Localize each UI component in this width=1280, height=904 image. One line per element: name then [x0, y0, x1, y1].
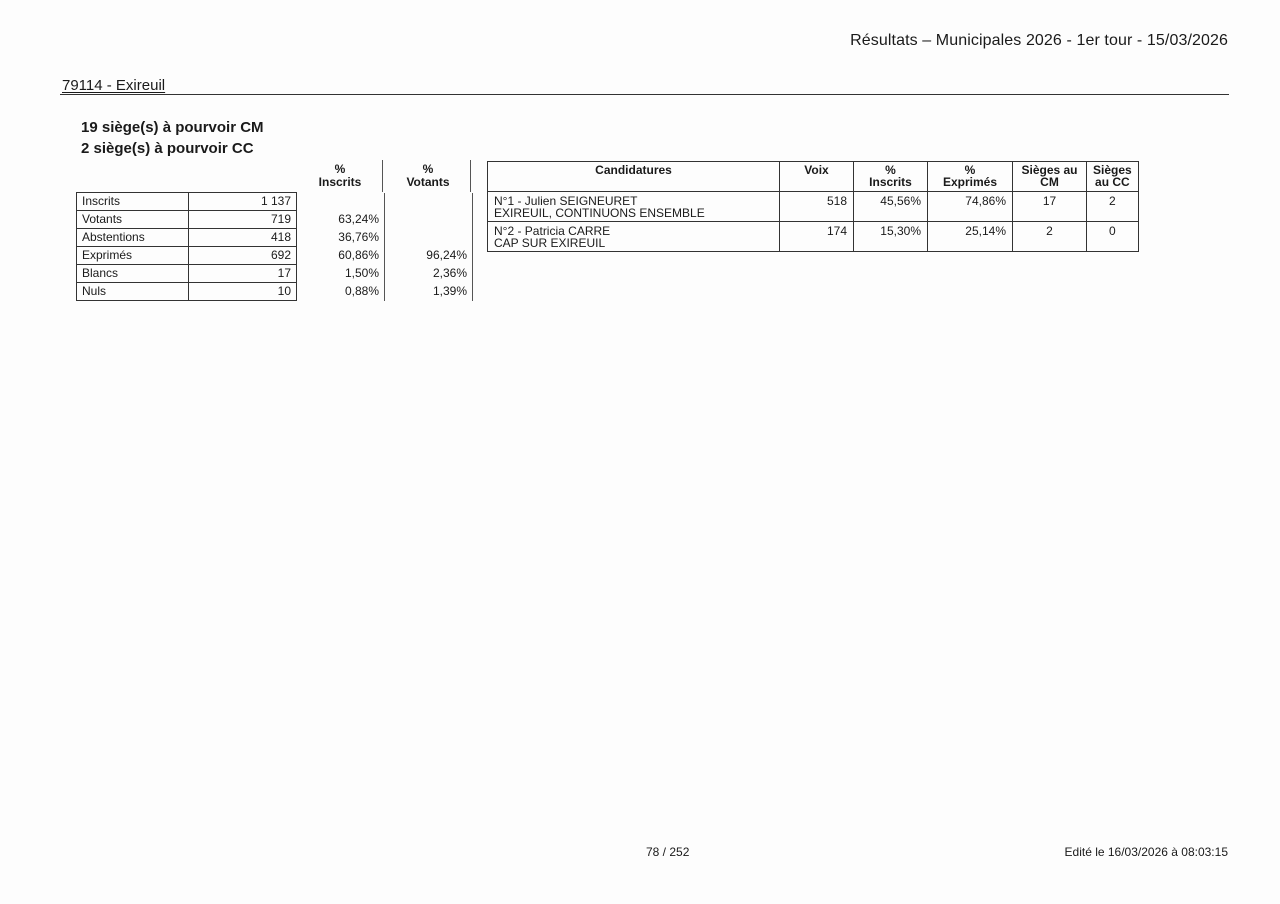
- col-sieges-label: Sièges au: [1021, 163, 1078, 177]
- stats-row: [77, 229, 473, 247]
- col-sieges-sub: CM: [1040, 175, 1059, 189]
- col-voix: Voix: [780, 162, 854, 192]
- stats-pct-inscrits: 36,76%: [297, 229, 385, 247]
- candidate-name: [488, 222, 780, 252]
- commune-name: 79114 - Exireuil: [62, 77, 166, 94]
- candidate-name: [488, 192, 780, 222]
- header-pct-votants: [384, 163, 472, 189]
- candidate-voix: 518: [780, 192, 854, 222]
- stats-pct-inscrits: 1,50%: [297, 265, 385, 283]
- col-pct-label: Exprimés: [942, 175, 998, 189]
- candidate-voix: 174: [780, 222, 854, 252]
- stats-pct-inscrits: 60,86%: [297, 247, 385, 265]
- stats-value: 719: [189, 211, 297, 229]
- stats-value: 418: [189, 229, 297, 247]
- col-pct-inscrits: [854, 162, 928, 192]
- edited-timestamp: Edité le 16/03/2026 à 08:03:15: [1064, 845, 1228, 859]
- header-pct-inscrits: [296, 163, 384, 189]
- stats-pct-votants: [385, 193, 473, 211]
- candidate-sieges-cm: 17: [1013, 192, 1087, 222]
- stats-row: [77, 283, 473, 301]
- document-title: Résultats – Municipales 2026 - 1er tour - 15/03/2026: [850, 32, 1228, 49]
- page-number: 78 / 252: [646, 845, 690, 859]
- header-pct-label: Inscrits: [318, 175, 362, 189]
- candidate-pct-inscrits: 15,30%: [854, 222, 928, 252]
- candidate-sieges-cc: 0: [1087, 222, 1139, 252]
- stats-label: Nuls: [77, 283, 189, 301]
- candidate-head: N°1 - Julien SEIGNEURET: [494, 194, 638, 208]
- candidate-row: [488, 192, 1139, 222]
- candidates-header-row: [488, 162, 1139, 192]
- stats-header: [296, 163, 472, 192]
- stats-row: [77, 247, 473, 265]
- stats-label: Abstentions: [77, 229, 189, 247]
- col-pct-symbol: %: [885, 163, 896, 177]
- candidate-sieges-cm: 2: [1013, 222, 1087, 252]
- column-divider: [470, 160, 471, 192]
- candidate-list: CAP SUR EXIREUIL: [494, 236, 606, 250]
- stats-pct-votants: 96,24%: [385, 247, 473, 265]
- col-sieges-label: Sièges: [1093, 163, 1132, 177]
- stats-value: 10: [189, 283, 297, 301]
- seats-summary: [81, 117, 264, 159]
- col-sieges-cm: [1013, 162, 1087, 192]
- stats-pct-votants: 2,36%: [385, 265, 473, 283]
- participation-table: [76, 192, 473, 301]
- stats-label: Inscrits: [77, 193, 189, 211]
- candidate-pct-exprimes: 25,14%: [928, 222, 1013, 252]
- stats-pct-inscrits: 63,24%: [297, 211, 385, 229]
- header-pct-label: Votants: [406, 175, 450, 189]
- col-candidatures: Candidatures: [488, 162, 780, 192]
- candidate-list: EXIREUIL, CONTINUONS ENSEMBLE: [494, 206, 705, 220]
- seats-cm: 19 siège(s) à pourvoir CM: [81, 119, 264, 136]
- stats-row: [77, 193, 473, 211]
- header-pct-symbol: %: [334, 162, 346, 176]
- stats-row: [77, 211, 473, 229]
- candidate-pct-exprimes: 74,86%: [928, 192, 1013, 222]
- candidate-sieges-cc: 2: [1087, 192, 1139, 222]
- candidate-head: N°2 - Patricia CARRE: [494, 224, 611, 238]
- col-pct-exprimes: [928, 162, 1013, 192]
- stats-value: 1 137: [189, 193, 297, 211]
- stats-pct-inscrits: 0,88%: [297, 283, 385, 301]
- column-divider: [382, 160, 383, 192]
- stats-label: Blancs: [77, 265, 189, 283]
- candidate-pct-inscrits: 45,56%: [854, 192, 928, 222]
- candidate-row: [488, 222, 1139, 252]
- stats-pct-votants: [385, 211, 473, 229]
- stats-pct-votants: 1,39%: [385, 283, 473, 301]
- col-sieges-cc: [1087, 162, 1139, 192]
- header-pct-symbol: %: [422, 162, 434, 176]
- stats-label: Votants: [77, 211, 189, 229]
- col-pct-symbol: %: [964, 163, 976, 177]
- stats-value: 17: [189, 265, 297, 283]
- stats-pct-inscrits: [297, 193, 385, 211]
- seats-cc: 2 siège(s) à pourvoir CC: [81, 140, 254, 157]
- header-divider: [60, 94, 1229, 95]
- candidates-table: [487, 161, 1139, 252]
- stats-pct-votants: [385, 229, 473, 247]
- col-sieges-sub: au CC: [1095, 175, 1130, 189]
- stats-row: [77, 265, 473, 283]
- stats-label: Exprimés: [77, 247, 189, 265]
- col-pct-label: Inscrits: [869, 175, 912, 189]
- stats-value: 692: [189, 247, 297, 265]
